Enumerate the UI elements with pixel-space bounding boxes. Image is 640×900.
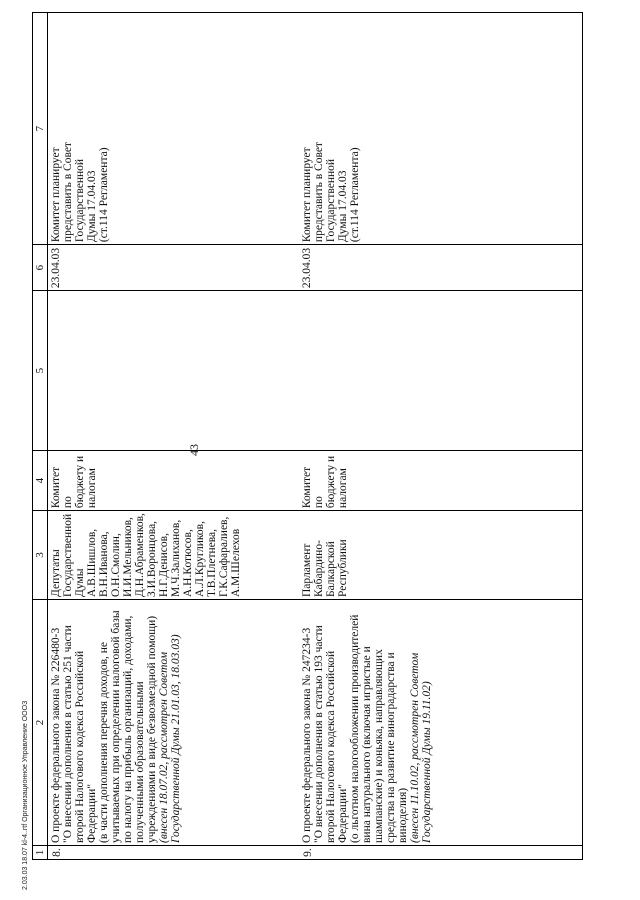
initiator-cell: [299, 511, 583, 600]
initiator-line: А.В.Шишлов,: [86, 528, 98, 597]
bill-title-line: "О внесении дополнения в статью 193 части: [313, 625, 325, 843]
plan-cell: [48, 13, 300, 245]
table-row: [299, 13, 583, 860]
bill-title-line: О проекте федерального закона № 247234-3: [301, 627, 313, 843]
initiator-line: Г.К.Сафаралиев,: [218, 516, 230, 597]
initiator-line: Т.В.Плетнева,: [206, 529, 218, 597]
table-row: [48, 13, 300, 860]
bill-title-line: Федерации": [337, 783, 349, 843]
page-number: 43: [187, 444, 201, 456]
initiator-line: А.Н.Котюсов,: [182, 529, 194, 597]
row-number: 8.: [48, 846, 300, 860]
initiator-line: И.И.Мельников,: [122, 517, 134, 597]
bill-title-line: шампанские) и коньяка, направляющих: [373, 649, 385, 843]
initiator-line: З.И.Воронцова,: [146, 520, 158, 597]
initiator-line: Думы: [74, 568, 86, 597]
committee-cell: [299, 451, 583, 511]
initiator-line: В.Н.Иванова,: [98, 531, 110, 597]
bill-title-line: второй Налогового кодекса Российской: [325, 650, 337, 843]
plan-line: Государственной: [74, 158, 86, 243]
bill-description-cell: [48, 600, 300, 846]
bill-title-line: по налогу на прибыль организаций, доходами,: [122, 615, 134, 843]
document-footer: 2.03.03 18.07 kl-4..rtf Организационное Управление ОООЗ: [22, 700, 29, 890]
bill-title-line: второй Налогового кодекса Российской: [74, 650, 86, 843]
initiator-line: А.Л.Кругликов,: [194, 521, 206, 597]
bill-note-line: Государственной Думы 21.01.03, 18.03.03): [170, 634, 182, 843]
plan-cell: [299, 13, 583, 245]
column-5-cell: [299, 291, 583, 451]
plan-line: Комитет планирует: [301, 147, 313, 243]
plan-line: Комитет планирует: [50, 147, 62, 243]
committee-cell: [48, 451, 300, 511]
committee-line: налогам: [86, 468, 98, 509]
column-header: 1: [33, 846, 48, 860]
bill-title-line: средства на развитие виноградарства и: [385, 652, 397, 843]
bills-table: [32, 12, 583, 860]
initiator-line: Д.Н.Абраменков,: [134, 513, 146, 597]
bill-note-line: (внесен 18.07.02, рассмотрен Советом: [158, 651, 170, 843]
bill-note-line: Государственной Думы 19.11.02): [421, 681, 433, 843]
column-header: 5: [33, 291, 48, 451]
plan-line: представить в Совет: [313, 142, 325, 243]
plan-line: Государственной: [325, 158, 337, 243]
column-header: 6: [33, 245, 48, 291]
bill-title-line: "О внесении дополнения в статью 251 части: [62, 625, 74, 843]
bill-title-line: О проекте федерального закона № 226480-3: [50, 627, 62, 843]
date-cell: 23.04.03: [299, 245, 583, 291]
plan-line: (ст.114 Регламента): [98, 147, 110, 243]
committee-line: Комитет по: [50, 466, 74, 509]
initiator-cell: [48, 511, 300, 600]
column-header: 4: [33, 451, 48, 511]
bill-title-line: Федерации": [86, 783, 98, 843]
initiator-line: Н.Г.Денисов,: [158, 533, 170, 597]
initiator-line: Кабардино-: [313, 540, 325, 597]
bill-title-line: (в части дополнения перечня доходов, не: [98, 641, 110, 843]
bill-title-line: вина натурального (включая игристые и: [361, 646, 373, 843]
bill-title-line: (о льготном налогообложении производителей: [349, 614, 361, 843]
initiator-line: Парламент: [301, 543, 313, 597]
committee-line: Комитет по: [301, 466, 325, 509]
initiator-line: Республики: [337, 539, 349, 597]
initiator-line: О.Н.Смолин,: [110, 533, 122, 597]
column-header: 3: [33, 511, 48, 600]
row-number: 9.: [299, 846, 583, 860]
bill-title-line: учреждениями в виде безвозмездной помощи): [146, 615, 158, 843]
plan-line: Думы 17.04.03: [86, 170, 98, 243]
column-header: 2: [33, 600, 48, 846]
plan-line: (ст.114 Регламента): [349, 147, 361, 243]
date-cell: 23.04.03: [48, 245, 300, 291]
initiator-line: Депутаты: [50, 549, 62, 597]
plan-line: представить в Совет: [62, 142, 74, 243]
initiator-line: Государственной: [62, 513, 74, 597]
column-5-cell: [48, 291, 300, 451]
column-header: 7: [33, 13, 48, 245]
initiator-line: Балкарской: [325, 541, 337, 597]
bill-title-line: полученными образовательными: [134, 681, 146, 843]
bill-title-line: виноделия): [397, 787, 409, 843]
table-header-row: [33, 13, 48, 860]
bill-note-line: (внесен 11.10.02, рассмотрен Советом: [409, 652, 421, 843]
initiator-line: А.М.Шелехов: [230, 528, 242, 597]
bill-title-line: учитываемых при определении налоговой базы: [110, 610, 122, 843]
plan-line: Думы 17.04.03: [337, 170, 349, 243]
committee-line: налогам: [337, 468, 349, 509]
committee-line: бюджету и: [325, 455, 337, 509]
bill-description-cell: [299, 600, 583, 846]
initiator-line: М.Ч.Залиханов,: [170, 519, 182, 597]
committee-line: бюджету и: [74, 455, 86, 509]
